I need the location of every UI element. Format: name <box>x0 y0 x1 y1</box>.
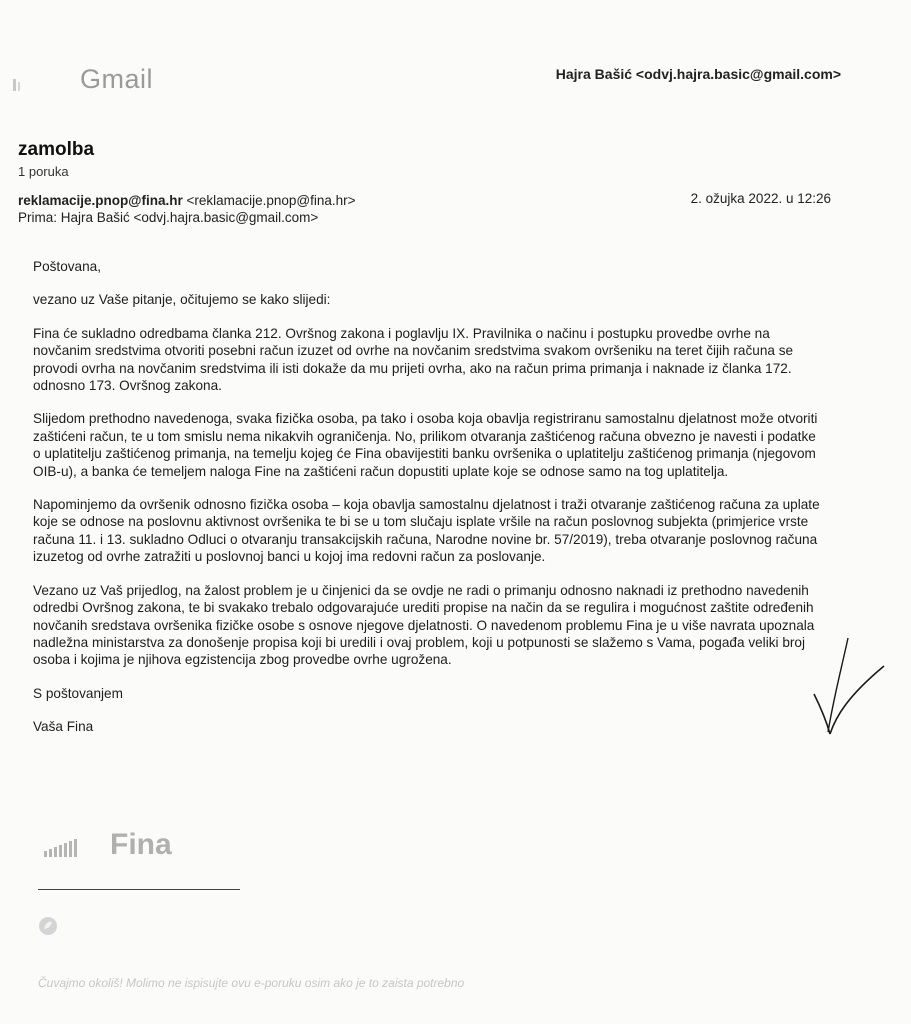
sender-email: reklamacije.pnop@fina.hr <box>18 193 183 208</box>
sender-address: <reklamacije.pnop@fina.hr> <box>186 193 356 208</box>
handwritten-check-mark <box>808 636 888 736</box>
message-date: 2. ožujka 2022. u 12:26 <box>690 191 831 206</box>
fina-logo-text: Fina <box>110 828 172 861</box>
signature-divider <box>38 889 240 890</box>
paragraph-3: Napominjemo da ovršenik odnosno fizička osoba – koja obavlja samostalnu djelatnost i traži otvaranje zaštićenog računa za uplate koje se odnose na poslovnu aktivnost ovršenika te bi se u tom slučaju isplate vršile na račun poslovnog subjekta (primjerice vrste računa 11. i 13. sukladno Odluci o otvaranju transakcijskih računa, Narodne novine br. 57/2019), treba otvaranje poslovnog računa izuzetog od ovrhe zatražiti u poslovnoj banci u kojoj ima redovni račun za poslovanje. <box>33 497 820 565</box>
gmail-mail-icon <box>10 74 32 96</box>
sender-line <box>18 193 356 208</box>
closing: S poštovanjem <box>33 685 123 701</box>
account-owner: Hajra Bašić <odvj.hajra.basic@gmail.com> <box>555 66 841 82</box>
greeting: Poštovana, <box>33 259 102 274</box>
paragraph-1: Fina će sukladno odredbama članka 212. Ovršnog zakona i poglavlju IX. Pravilnika o načinu i postupku provedbe ovrhe na novčanim sredstvima otvoriti posebni račun izuzet od ovrhe na novčanim sredstvima svakom ovršeniku na teret čijih računa se provodi ovrha na novčanim sredstvima ili isti dokaže da mu prijeti ovrha, ako na račun prima primanja i naknade iz članka 172. odnosno 173. Ovršnog zakona. <box>33 325 794 394</box>
intro-line: vezano uz Vaše pitanje, očitujemo se kako slijedi: <box>33 292 331 308</box>
paragraph-4: Vezano uz Vaš prijedlog, na žalost problem je u činjenici da se ovdje ne radi o primanju odnosno naknadi iz prethodno navedenih odredbi Ovršnog zakona, te bi svakako trebalo odgovarajuće urediti propise na način da se regulira i mogućnost zaštite određenih novčanih sredstava ovršenika fizičke osobe s osnove njegove djelatnosti. O navedenom problemu Fina je u više navrata upoznala nadležna ministarstva za donošenje propisa koji bi uredili i ovaj problem, koji u potpunosti se slažemo s Vama, pogađa veliki broj osoba i kojima je njihova egzistencija zbog provedbe ovrhe ugrožena. <box>33 582 815 668</box>
paragraph-2: Slijedom prethodno navedenoga, svaka fizička osoba, pa tako i osoba koja obavlja registriranu samostalnu djelatnost može otvoriti zaštićeni račun, te u tom smislu nema nikakvih ograničenja. No, prilikom otvaranja zaštićenog računa obvezno je navesti i podatke o uplatitelju zaštićenog primanja, na temelju kojeg će Fina obavijestiti banku ovršenika o uplatitelju zaštićenog primanja (njegovom OIB-u), a banka će temeljem naloga Fine na zaštićeni račun dopustiti uplate koje se odnose samo na tog uplatitelja. <box>33 411 818 479</box>
message-body <box>33 258 823 752</box>
recipient-line: Prima: Hajra Bašić <odvj.hajra.basic@gmail.com> <box>18 210 319 225</box>
gmail-brand-text: Gmail <box>80 64 154 94</box>
environment-note: Čuvajmo okoliš! Molimo ne ispisujte ovu e-poruku osim ako je to zaista potrebno <box>38 976 465 990</box>
fina-logo <box>44 826 244 866</box>
email-subject: zamolba <box>18 139 95 160</box>
signature: Vaša Fina <box>33 719 94 735</box>
leaf-icon <box>37 915 59 937</box>
gmail-logo <box>10 64 160 100</box>
fina-bars-icon <box>44 839 77 857</box>
message-count: 1 poruka <box>18 164 69 179</box>
